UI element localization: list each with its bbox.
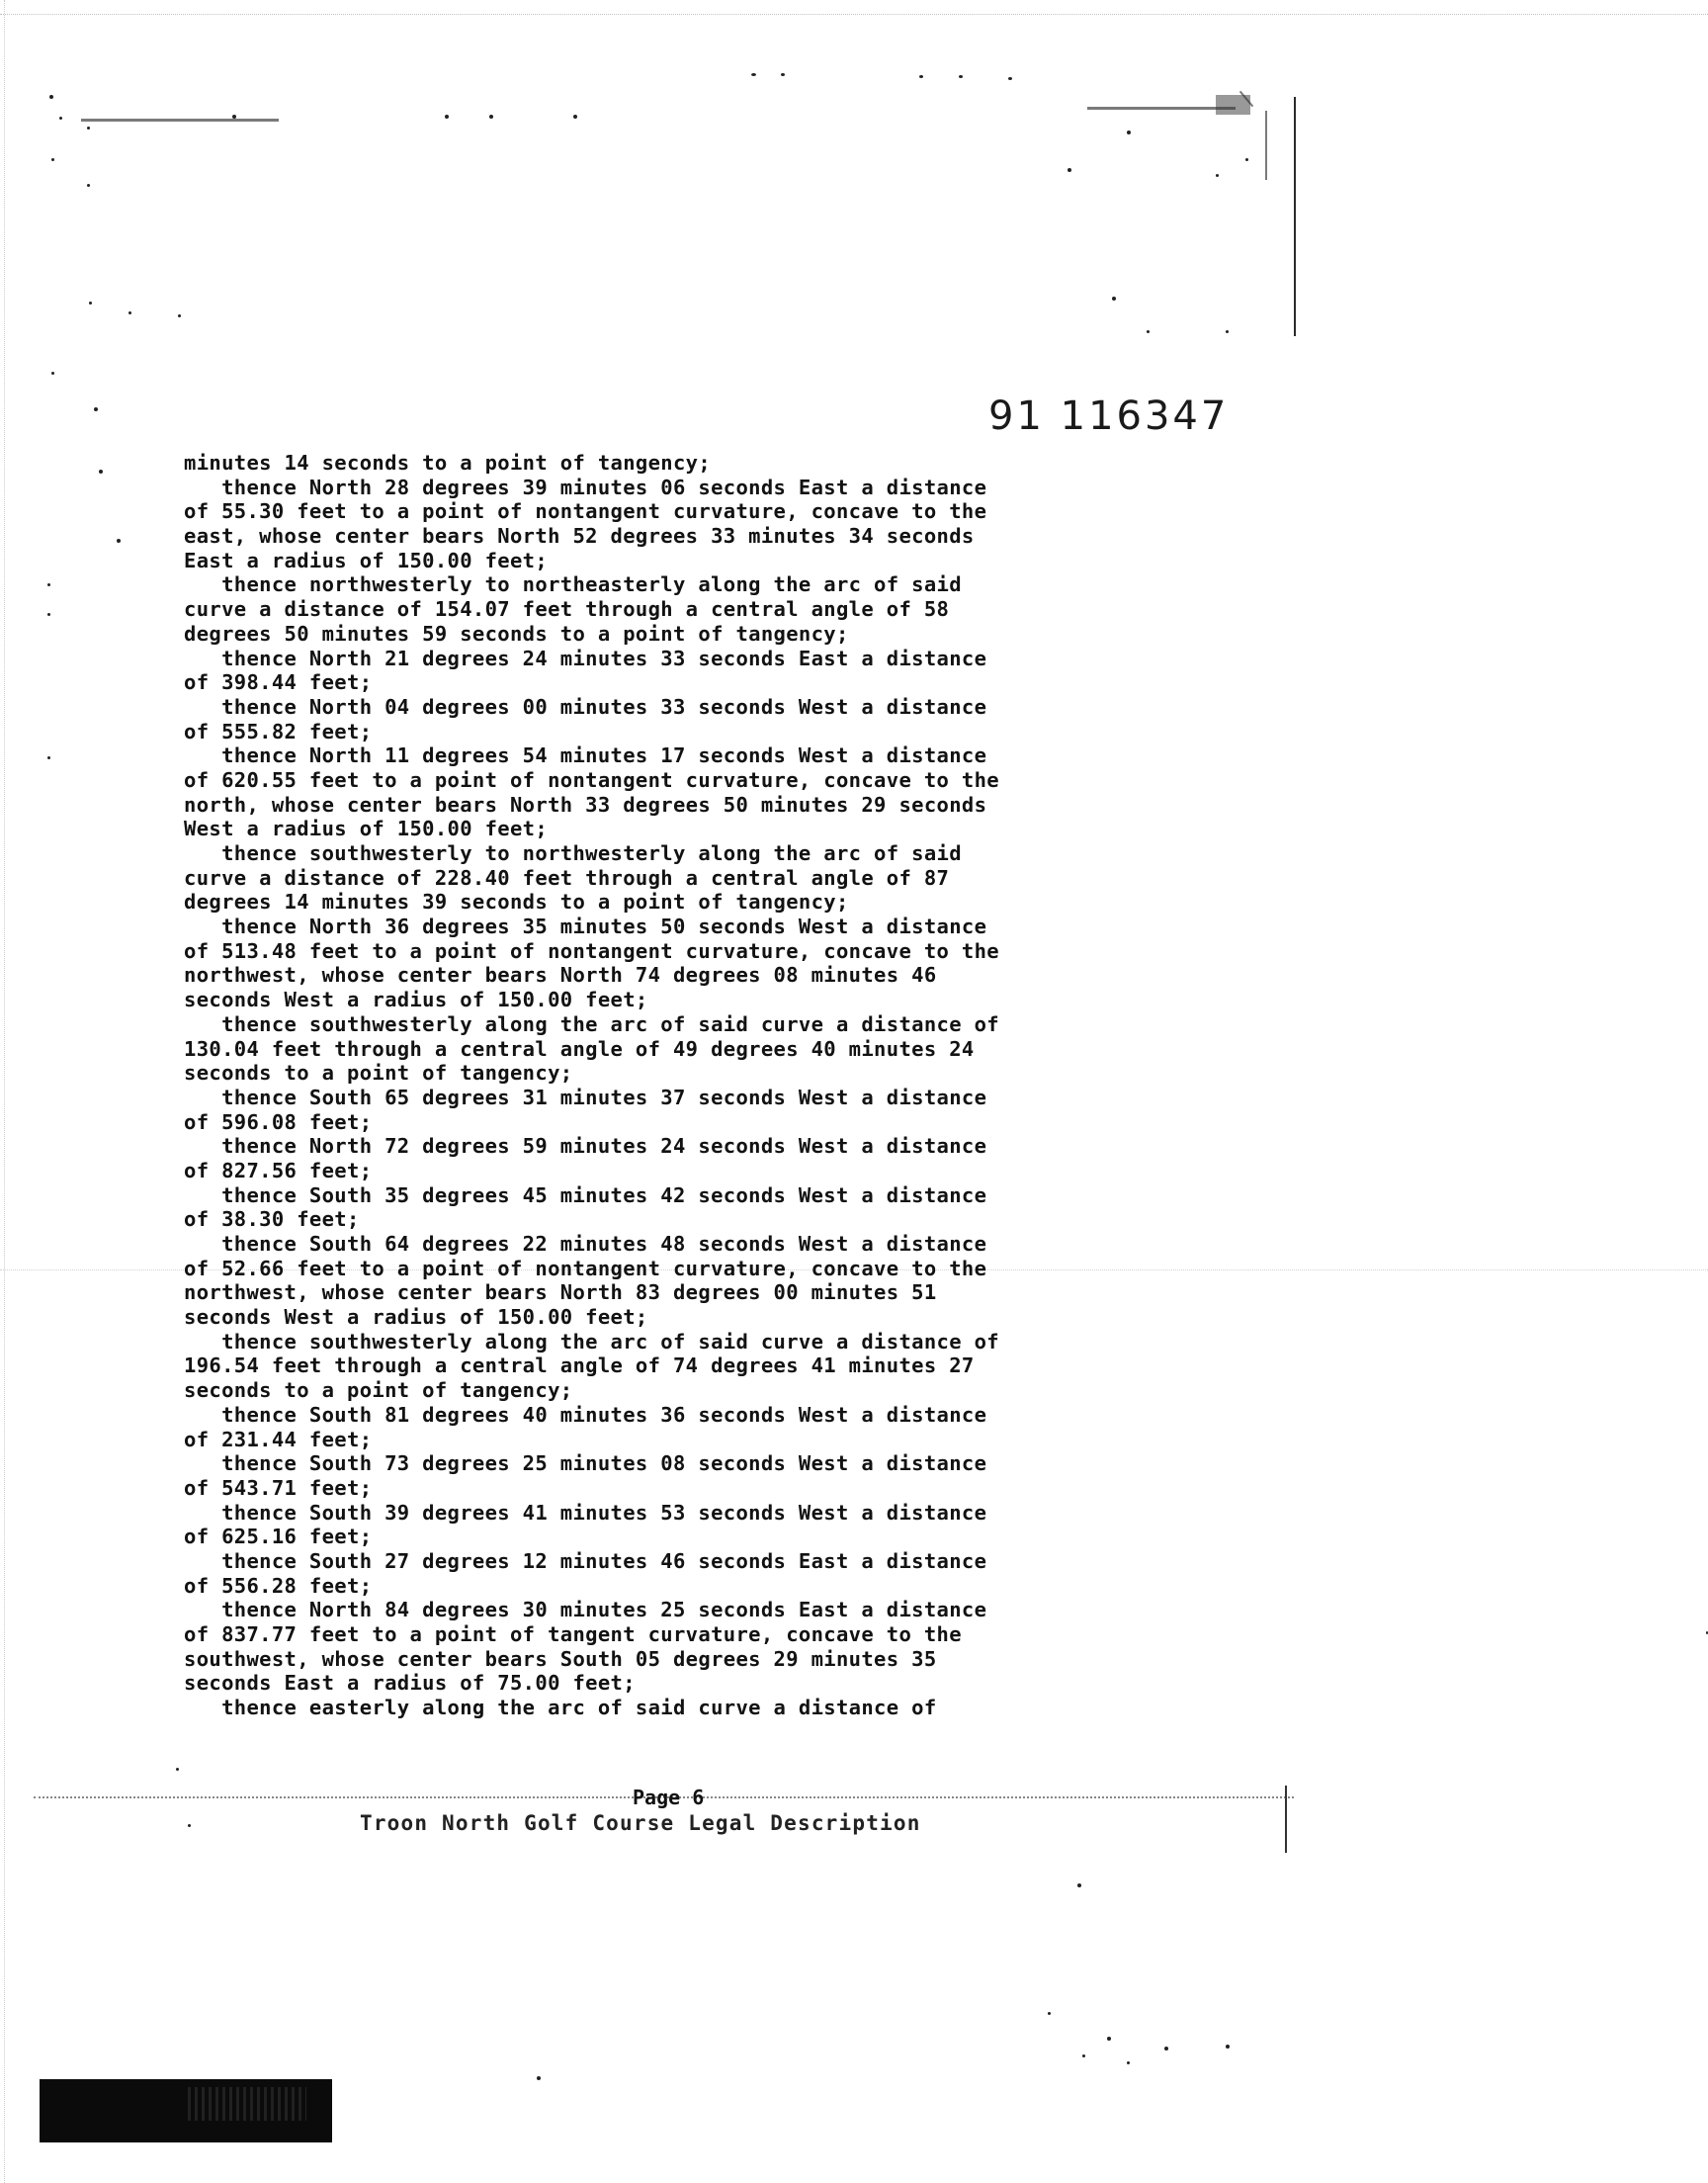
legal-text-line: thence South 39 degrees 41 minutes 53 seconds West a distance <box>184 1500 987 1525</box>
legal-text-line: thence South 64 degrees 22 minutes 48 seconds West a distance <box>184 1232 987 1256</box>
legal-text-line: of 620.55 feet to a point of nontangent curvature, concave to the <box>184 767 999 792</box>
legal-text-line: minutes 14 seconds to a point of tangency; <box>184 451 712 475</box>
legal-text-line: thence southwesterly to northwesterly along the arc of said <box>184 841 962 865</box>
legal-text-line: thence North 28 degrees 39 minutes 06 seconds East a distance <box>184 475 987 499</box>
legal-text-line: thence northwesterly to northeasterly along the arc of said <box>184 572 962 597</box>
legal-text-line: East a radius of 150.00 feet; <box>184 548 549 572</box>
legal-text-line: northwest, whose center bears North 83 degrees 00 minutes 51 <box>184 1280 937 1305</box>
page-number: Page 6 <box>633 1786 705 1809</box>
legal-text-line: thence South 73 degrees 25 minutes 08 seconds West a distance <box>184 1451 987 1476</box>
legal-text-line: curve a distance of 154.07 feet through a central angle of 58 <box>184 597 950 622</box>
legal-text-line: of 513.48 feet to a point of nontangent curvature, concave to the <box>184 938 999 963</box>
legal-text-line: of 555.82 feet; <box>184 719 373 743</box>
footer-title: Troon North Golf Course Legal Description <box>360 1811 921 1835</box>
legal-text-line: thence North 21 degrees 24 minutes 33 seconds East a distance <box>184 646 987 670</box>
recording-number: 91 116347 <box>988 393 1230 439</box>
legal-text-line: of 596.08 feet; <box>184 1109 373 1134</box>
legal-text-line: 196.54 feet through a central angle of 74 degrees 41 minutes 27 <box>184 1353 975 1378</box>
legal-text-line: West a radius of 150.00 feet; <box>184 817 549 841</box>
footer-rule-end <box>1285 1786 1287 1853</box>
redaction-block <box>40 2079 332 2142</box>
page-edge-top <box>0 0 1708 15</box>
legal-text-line: thence North 36 degrees 35 minutes 50 seconds West a distance <box>184 915 987 939</box>
legal-text-line: seconds West a radius of 150.00 feet; <box>184 988 648 1012</box>
legal-text-line: of 837.77 feet to a point of tangent curvature, concave to the <box>184 1622 962 1646</box>
legal-text-line: of 38.30 feet; <box>184 1207 360 1232</box>
legal-text-line: southwest, whose center bears South 05 degrees 29 minutes 35 <box>184 1646 937 1671</box>
legal-text-line: thence North 72 degrees 59 minutes 24 seconds West a distance <box>184 1134 987 1159</box>
legal-text-line: of 543.71 feet; <box>184 1475 373 1500</box>
legal-text-line: thence South 81 degrees 40 minutes 36 seconds West a distance <box>184 1402 987 1427</box>
legal-text-line: of 625.16 feet; <box>184 1525 373 1549</box>
page-edge-left <box>0 0 5 2183</box>
legal-text-line: degrees 50 minutes 59 seconds to a point of tangency; <box>184 621 849 646</box>
legal-text-line: thence South 27 degrees 12 minutes 46 seconds East a distance <box>184 1548 987 1573</box>
right-margin-rule <box>1294 97 1296 336</box>
legal-text-line: thence southwesterly along the arc of said curve a distance of <box>184 1011 999 1036</box>
legal-text-line: thence South 65 degrees 31 minutes 37 seconds West a distance <box>184 1085 987 1109</box>
legal-text-line: degrees 14 minutes 39 seconds to a point of tangency; <box>184 890 849 915</box>
legal-text-line: thence North 04 degrees 00 minutes 33 seconds West a distance <box>184 694 987 719</box>
redaction-grain <box>188 2087 306 2121</box>
legal-text-line: seconds East a radius of 75.00 feet; <box>184 1671 636 1696</box>
legal-text-line: north, whose center bears North 33 degrees 50 minutes 29 seconds <box>184 792 987 817</box>
legal-text-line: of 231.44 feet; <box>184 1427 373 1451</box>
legal-text-line: thence North 11 degrees 54 minutes 17 seconds West a distance <box>184 743 987 768</box>
legal-text-line: of 55.30 feet to a point of nontangent curvature, concave to the <box>184 499 987 524</box>
legal-text-line: thence easterly along the arc of said curve a distance of <box>184 1696 937 1720</box>
legal-text-line: thence South 35 degrees 45 minutes 42 seconds West a distance <box>184 1182 987 1207</box>
legal-text-line: of 556.28 feet; <box>184 1573 373 1598</box>
legal-text-line: 130.04 feet through a central angle of 49 degrees 40 minutes 24 <box>184 1036 975 1061</box>
legal-text-line: of 398.44 feet; <box>184 670 373 695</box>
legal-text-line: of 52.66 feet to a point of nontangent curvature, concave to the <box>184 1256 987 1280</box>
legal-text-line: northwest, whose center bears North 74 degrees 08 minutes 46 <box>184 963 937 988</box>
legal-text-line: curve a distance of 228.40 feet through a central angle of 87 <box>184 865 950 890</box>
legal-text-line: seconds to a point of tangency; <box>184 1061 573 1086</box>
legal-text-line: of 827.56 feet; <box>184 1158 373 1182</box>
legal-text-line: east, whose center bears North 52 degrees 33 minutes 34 seconds <box>184 524 975 549</box>
legal-text-line: seconds West a radius of 150.00 feet; <box>184 1305 648 1330</box>
legal-text-line: thence southwesterly along the arc of said curve a distance of <box>184 1329 999 1353</box>
legal-text-line: thence North 84 degrees 30 minutes 25 seconds East a distance <box>184 1598 987 1622</box>
legal-description-body <box>184 451 1212 1720</box>
legal-text-line: seconds to a point of tangency; <box>184 1378 573 1403</box>
